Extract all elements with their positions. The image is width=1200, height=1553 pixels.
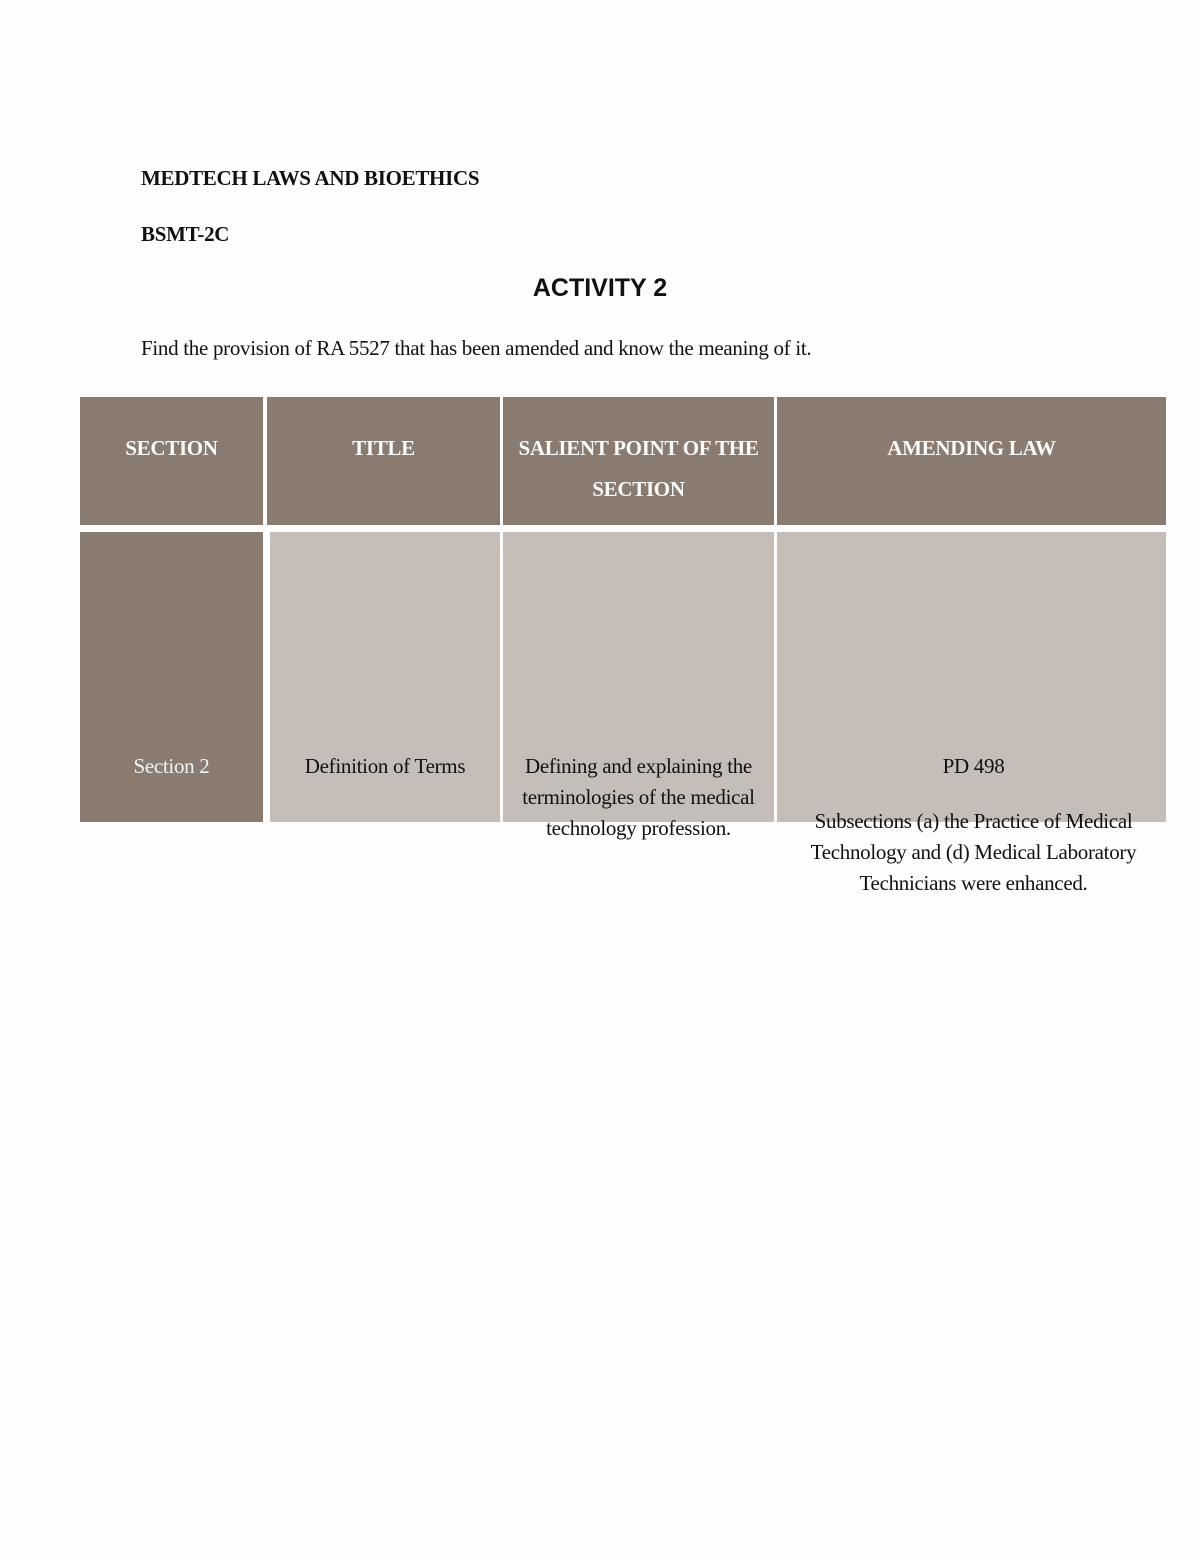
table-row-salient-point: Defining and explaining the terminologies of the medical technology profession. xyxy=(503,532,774,822)
course-title: MEDTECH LAWS AND BIOETHICS xyxy=(141,166,480,190)
instructions: Find the provision of RA 5527 that has been amended and know the meaning of it. xyxy=(141,336,812,360)
header-title: TITLE xyxy=(267,397,500,525)
amending-law-note: Subsections (a) the Practice of Medical Technology and (d) Medical Laboratory Technicians were enhanced. xyxy=(810,809,1137,895)
table-row-amending-law xyxy=(777,532,1166,895)
table-row-title: Definition of Terms xyxy=(270,532,500,822)
amending-law-name: PD 498 xyxy=(942,754,1005,778)
header-amending-law: AMENDING LAW xyxy=(777,397,1166,525)
header-salient-point: SALIENT POINT OF THE SECTION xyxy=(503,397,774,525)
header-section: SECTION xyxy=(80,397,263,525)
table-row-section: Section 2 xyxy=(80,532,263,822)
amendment-table xyxy=(80,397,1166,895)
class-section-code: BSMT-2C xyxy=(141,222,230,246)
activity-title: ACTIVITY 2 xyxy=(532,274,668,302)
